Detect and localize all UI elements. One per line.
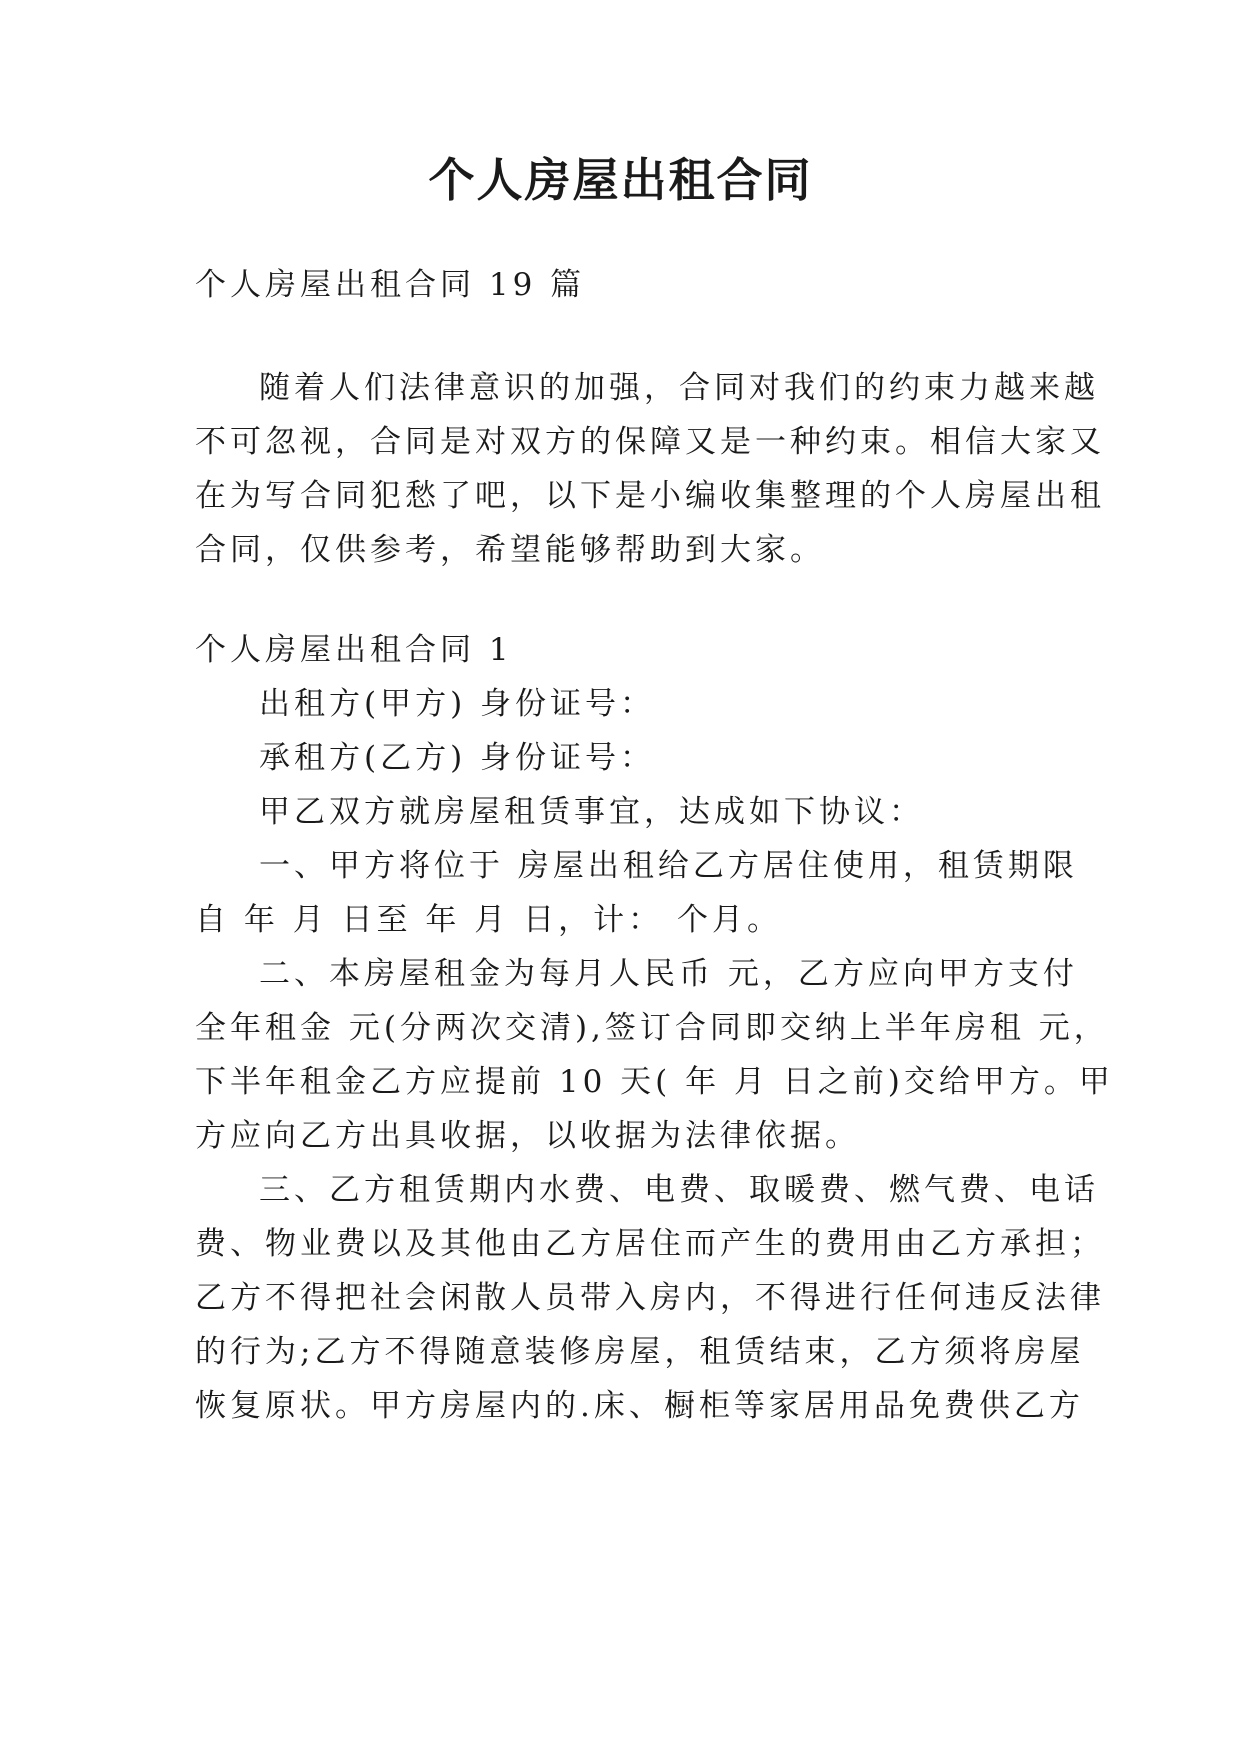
clause-1-line-2: 自 年 月 日至 年 月 日，计： 个月。 — [195, 902, 782, 938]
clause-2-line-2: 全年租金 元(分两次交清),签订合同即交纳上半年房租 元， — [195, 1010, 1109, 1046]
agreement-line: 甲乙双方就房屋租赁事宜，达成如下协议： — [259, 794, 924, 830]
clause-3-line-1: 三、乙方租赁期内水费、电费、取暖费、燃气费、电话 — [259, 1172, 1099, 1208]
clause-1-line-1: 一、甲方将位于 房屋出租给乙方居住使用，租赁期限 — [259, 848, 1078, 884]
intro-line-4: 合同，仅供参考，希望能够帮助到大家。 — [195, 532, 825, 568]
clause-2-line-1: 二、本房屋租金为每月人民币 元，乙方应向甲方支付 — [259, 956, 1078, 992]
section-heading: 个人房屋出租合同 1 — [195, 632, 513, 668]
intro-line-1: 随着人们法律意识的加强，合同对我们的约束力越来越 — [259, 370, 1099, 406]
clause-2-line-4: 方应向乙方出具收据，以收据为法律依据。 — [195, 1118, 860, 1154]
clause-3-line-4: 的行为;乙方不得随意装修房屋，租赁结束，乙方须将房屋 — [195, 1334, 1085, 1370]
clause-3-line-3: 乙方不得把社会闲散人员带入房内，不得进行任何违反法律 — [195, 1280, 1105, 1316]
clause-3-line-5: 恢复原状。甲方房屋内的.床、橱柜等家居用品免费供乙方 — [195, 1388, 1084, 1424]
clause-3-line-2: 费、物业费以及其他由乙方居住而产生的费用由乙方承担； — [195, 1226, 1105, 1262]
document-title: 个人房屋出租合同 — [428, 153, 813, 207]
intro-line-2: 不可忽视，合同是对双方的保障又是一种约束。相信大家又 — [195, 424, 1105, 460]
party-b-line: 承租方(乙方) 身份证号： — [259, 740, 656, 776]
document-subtitle: 个人房屋出租合同 19 篇 — [195, 267, 586, 303]
intro-line-3: 在为写合同犯愁了吧，以下是小编收集整理的个人房屋出租 — [195, 478, 1105, 514]
clause-2-line-3: 下半年租金乙方应提前 10 天( 年 月 日之前)交给甲方。甲 — [195, 1064, 1114, 1100]
party-a-line: 出租方(甲方) 身份证号： — [259, 686, 656, 722]
